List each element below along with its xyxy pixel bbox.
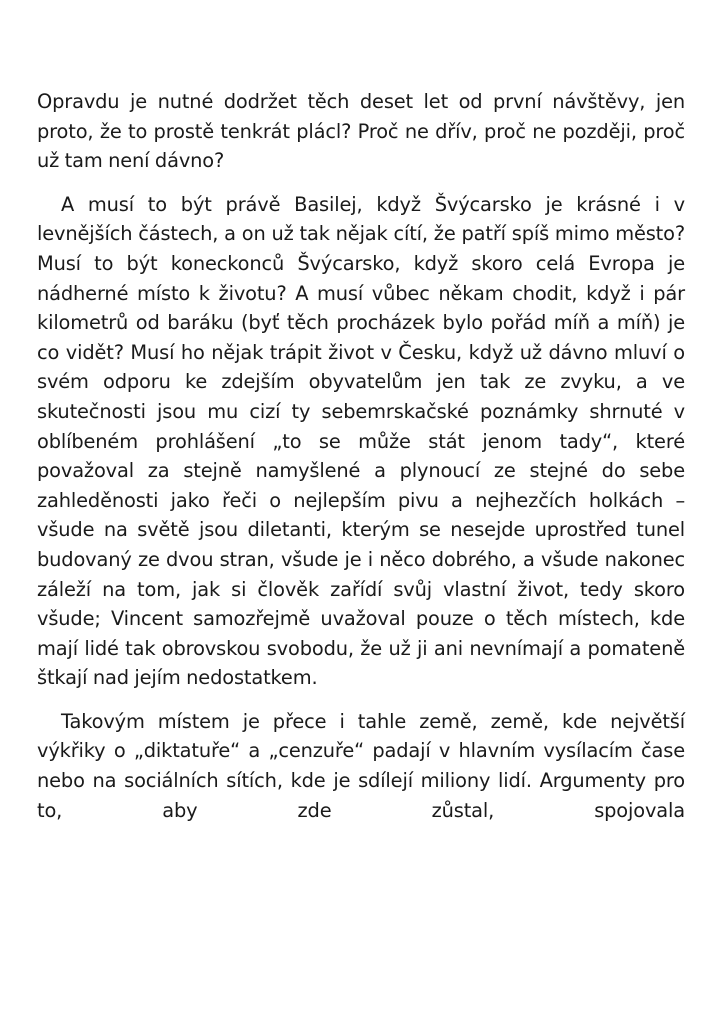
paragraph-1: Opravdu je nutné dodržet těch deset let od první návštěvy, jen proto, že to prostě tenkrát plácl? Proč ne dřív, proč ne později, proč už tam není dávno? — [37, 90, 685, 173]
document-page — [37, 87, 685, 825]
paragraph-3: Takovým místem je přece i tahle země, země, kde největší výkřiky o „diktatuře“ a „cenzuře“ padají v hlavním vysílacím čase nebo na sociálních sítích, kde je sdílejí miliony lidí. Argumenty pro to, aby zde zůstal, spojovala — [37, 709, 685, 822]
paragraph-2: A musí to být právě Basilej, když Švýcarsko je krásné i v levnějších částech, a on už tak nějak cítí, že patří spíš mimo město? Musí to být koneckonců Švýcarsko, když skoro celá Evropa je nádherné místo k životu? A musí vůbec někam chodit, když i pár kilometrů od baráku (byť těch procházek bylo pořád míň a míň) je co vidět? Musí ho nějak trápit život v Česku, když už dávno mluví o svém odporu ke zdejším obyvatelům jen tak ze zvyku, a ve skutečnosti jsou mu cizí ty sebemrskačské poznámky shrnuté v oblíbeném prohlášení „to se může stát jenom tady“, které považoval za stejně namyšlené a plynoucí ze stejné do sebe zahleděnosti jako řeči o nejlepším pivu a nejhezčích holkách – všude na světě jsou diletanti, kterým se nesejde uprostřed tunel budovaný ze dvou stran, všude je i něco dobrého, a všude nakonec záleží na tom, jak si člověk zařídí svůj vlastní život, tedy skoro všude; Vincent samozřejmě uvažoval pouze o těch místech, kde mají lidé tak obrovskou svobodu, že už ji ani nevnímají a pomateně štkají nad jejím nedostatkem. — [37, 192, 685, 690]
